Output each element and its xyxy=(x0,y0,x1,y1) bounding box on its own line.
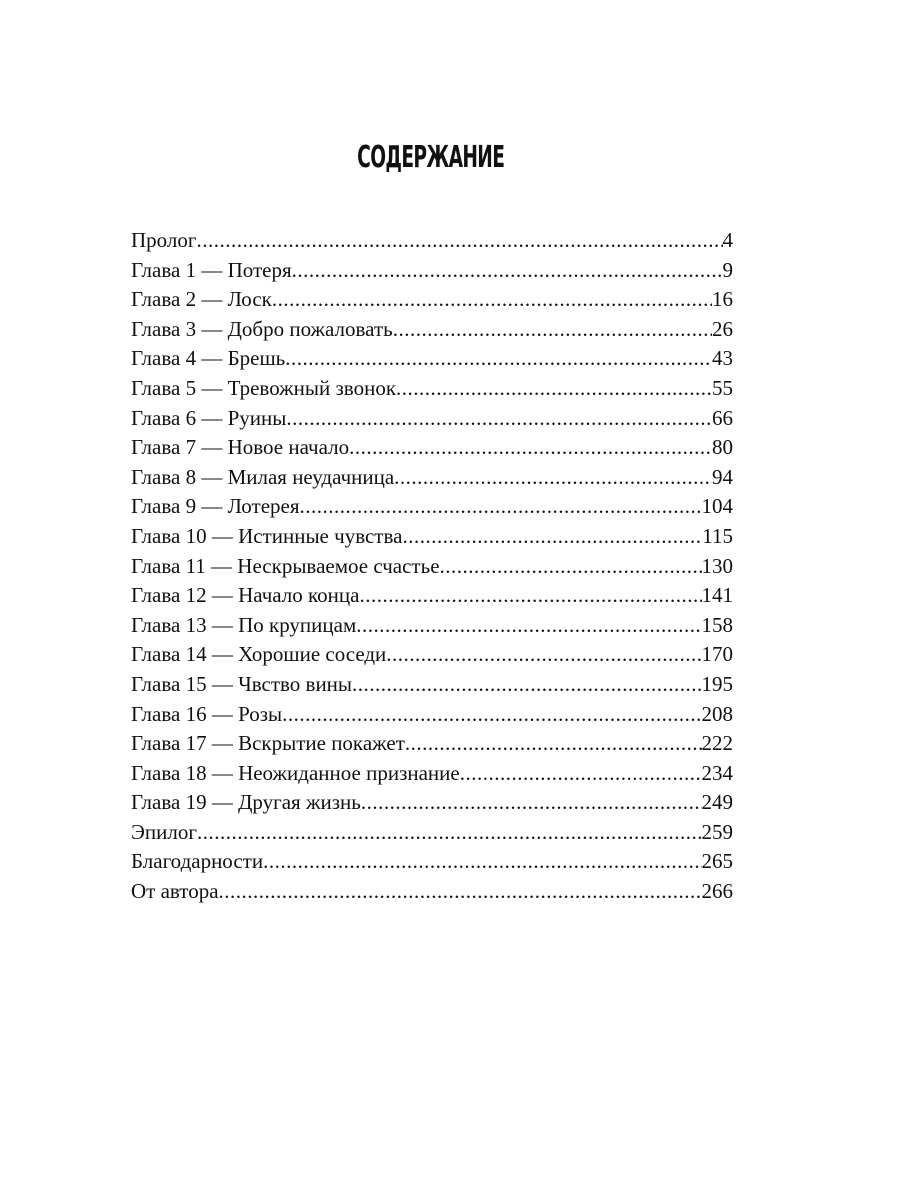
toc-entry-page-number: 16 xyxy=(712,287,733,312)
toc-dot-leader xyxy=(292,256,723,286)
toc-entry xyxy=(131,374,733,404)
toc-entry-label: Пролог xyxy=(131,228,197,252)
toc-entry-label: Глава 4 — Брешь xyxy=(131,346,286,371)
toc-dot-leader xyxy=(361,788,702,818)
toc-entry-label: Глава 6 — Руины xyxy=(131,405,287,430)
toc-entry-page-number: 195 xyxy=(701,671,733,696)
table-of-contents xyxy=(131,226,733,907)
toc-entry xyxy=(131,285,733,315)
toc-entry xyxy=(131,315,733,345)
toc-entry-page-number: 265 xyxy=(701,849,733,874)
toc-dot-leader xyxy=(197,818,702,848)
toc-entry-page-number: 130 xyxy=(701,553,733,578)
toc-entry-label: Глава 17 — Вскрытие покажет xyxy=(131,731,405,756)
toc-entry-label: Глава 12 — Начало конца xyxy=(131,583,360,608)
toc-entry-label: Глава 2 — Лоск xyxy=(131,287,272,312)
toc-dot-leader xyxy=(349,433,712,463)
toc-entry-page-number: 43 xyxy=(712,346,733,371)
toc-dot-leader xyxy=(196,226,722,256)
toc-entry-label: Глава 5 — Тревожный звонок xyxy=(131,375,397,400)
toc-entry-page-number: 141 xyxy=(701,583,733,608)
toc-entry-page-number: 104 xyxy=(701,494,733,519)
toc-entry xyxy=(131,759,733,789)
toc-entry-label: Глава 18 — Неожиданное признание xyxy=(131,760,460,785)
toc-entry-label: Глава 16 — Розы xyxy=(131,701,283,726)
toc-entry-label: Глава 8 — Милая неудачница xyxy=(131,464,395,489)
toc-entry-page-number: 249 xyxy=(701,790,733,815)
toc-entry-label: Глава 19 — Другая жизнь xyxy=(131,790,361,815)
toc-entry xyxy=(131,847,733,877)
toc-entry-page-number: 26 xyxy=(712,316,733,341)
toc-dot-leader xyxy=(263,847,701,877)
toc-entry xyxy=(131,463,733,493)
toc-entry-label: Эпилог xyxy=(131,819,197,844)
toc-entry xyxy=(131,670,733,700)
toc-dot-leader xyxy=(300,492,702,522)
toc-entry-page-number: 208 xyxy=(701,701,733,726)
toc-entry xyxy=(131,433,733,463)
toc-dot-leader xyxy=(394,463,712,493)
toc-entry-page-number: 66 xyxy=(712,405,733,430)
toc-entry-page-number: 158 xyxy=(701,612,733,637)
toc-entry xyxy=(131,818,733,848)
toc-dot-leader xyxy=(219,877,702,907)
toc-dot-leader xyxy=(359,581,701,611)
toc-dot-leader xyxy=(393,315,712,345)
toc-dot-leader xyxy=(386,640,701,670)
toc-dot-leader xyxy=(352,670,701,700)
page-title: СОДЕРЖАНИЕ xyxy=(357,140,505,175)
toc-entry xyxy=(131,729,733,759)
toc-entry xyxy=(131,226,733,256)
toc-entry xyxy=(131,492,733,522)
toc-dot-leader xyxy=(282,700,701,730)
toc-entry-page-number: 4 xyxy=(722,228,733,252)
toc-entry-label: Благодарности xyxy=(131,849,264,874)
toc-entry-page-number: 9 xyxy=(722,257,733,282)
toc-entry-page-number: 259 xyxy=(701,819,733,844)
toc-entry-page-number: 266 xyxy=(701,879,733,904)
toc-entry xyxy=(131,552,733,582)
toc-dot-leader xyxy=(272,285,712,315)
toc-dot-leader xyxy=(286,404,712,434)
toc-entry-label: Глава 10 — Истинные чувства xyxy=(131,523,403,548)
toc-entry-page-number: 80 xyxy=(712,435,733,460)
toc-entry-page-number: 170 xyxy=(701,642,733,667)
toc-entry-label: Глава 13 — По крупицам xyxy=(131,612,357,637)
toc-dot-leader xyxy=(440,552,702,582)
toc-entry xyxy=(131,344,733,374)
toc-entry-page-number: 234 xyxy=(701,760,733,785)
toc-entry-label: Глава 11 — Нескрываемое счастье xyxy=(131,553,440,578)
toc-entry xyxy=(131,640,733,670)
toc-dot-leader xyxy=(285,344,712,374)
toc-entry-label: От автора xyxy=(131,879,219,904)
toc-entry-page-number: 115 xyxy=(702,523,733,548)
toc-entry-label: Глава 1 — Потеря xyxy=(131,257,292,282)
toc-entry xyxy=(131,522,733,552)
toc-dot-leader xyxy=(396,374,712,404)
toc-entry-label: Глава 3 — Добро пожаловать xyxy=(131,316,393,341)
toc-entry xyxy=(131,404,733,434)
toc-entry-label: Глава 15 — Чвство вины xyxy=(131,671,353,696)
toc-entry xyxy=(131,788,733,818)
toc-entry-label: Глава 14 — Хорошие соседи xyxy=(131,642,387,667)
toc-entry xyxy=(131,256,733,286)
toc-entry-label: Глава 9 — Лотерея xyxy=(131,494,300,519)
toc-entry xyxy=(131,581,733,611)
toc-entry-page-number: 94 xyxy=(712,464,733,489)
toc-entry-page-number: 222 xyxy=(701,731,733,756)
toc-entry xyxy=(131,611,733,641)
toc-dot-leader xyxy=(402,522,702,552)
toc-dot-leader xyxy=(405,729,702,759)
toc-dot-leader xyxy=(460,759,702,789)
toc-entry-page-number: 55 xyxy=(712,375,733,400)
toc-entry-label: Глава 7 — Новое начало xyxy=(131,435,350,460)
toc-entry xyxy=(131,700,733,730)
toc-entry xyxy=(131,877,733,907)
toc-dot-leader xyxy=(356,611,701,641)
